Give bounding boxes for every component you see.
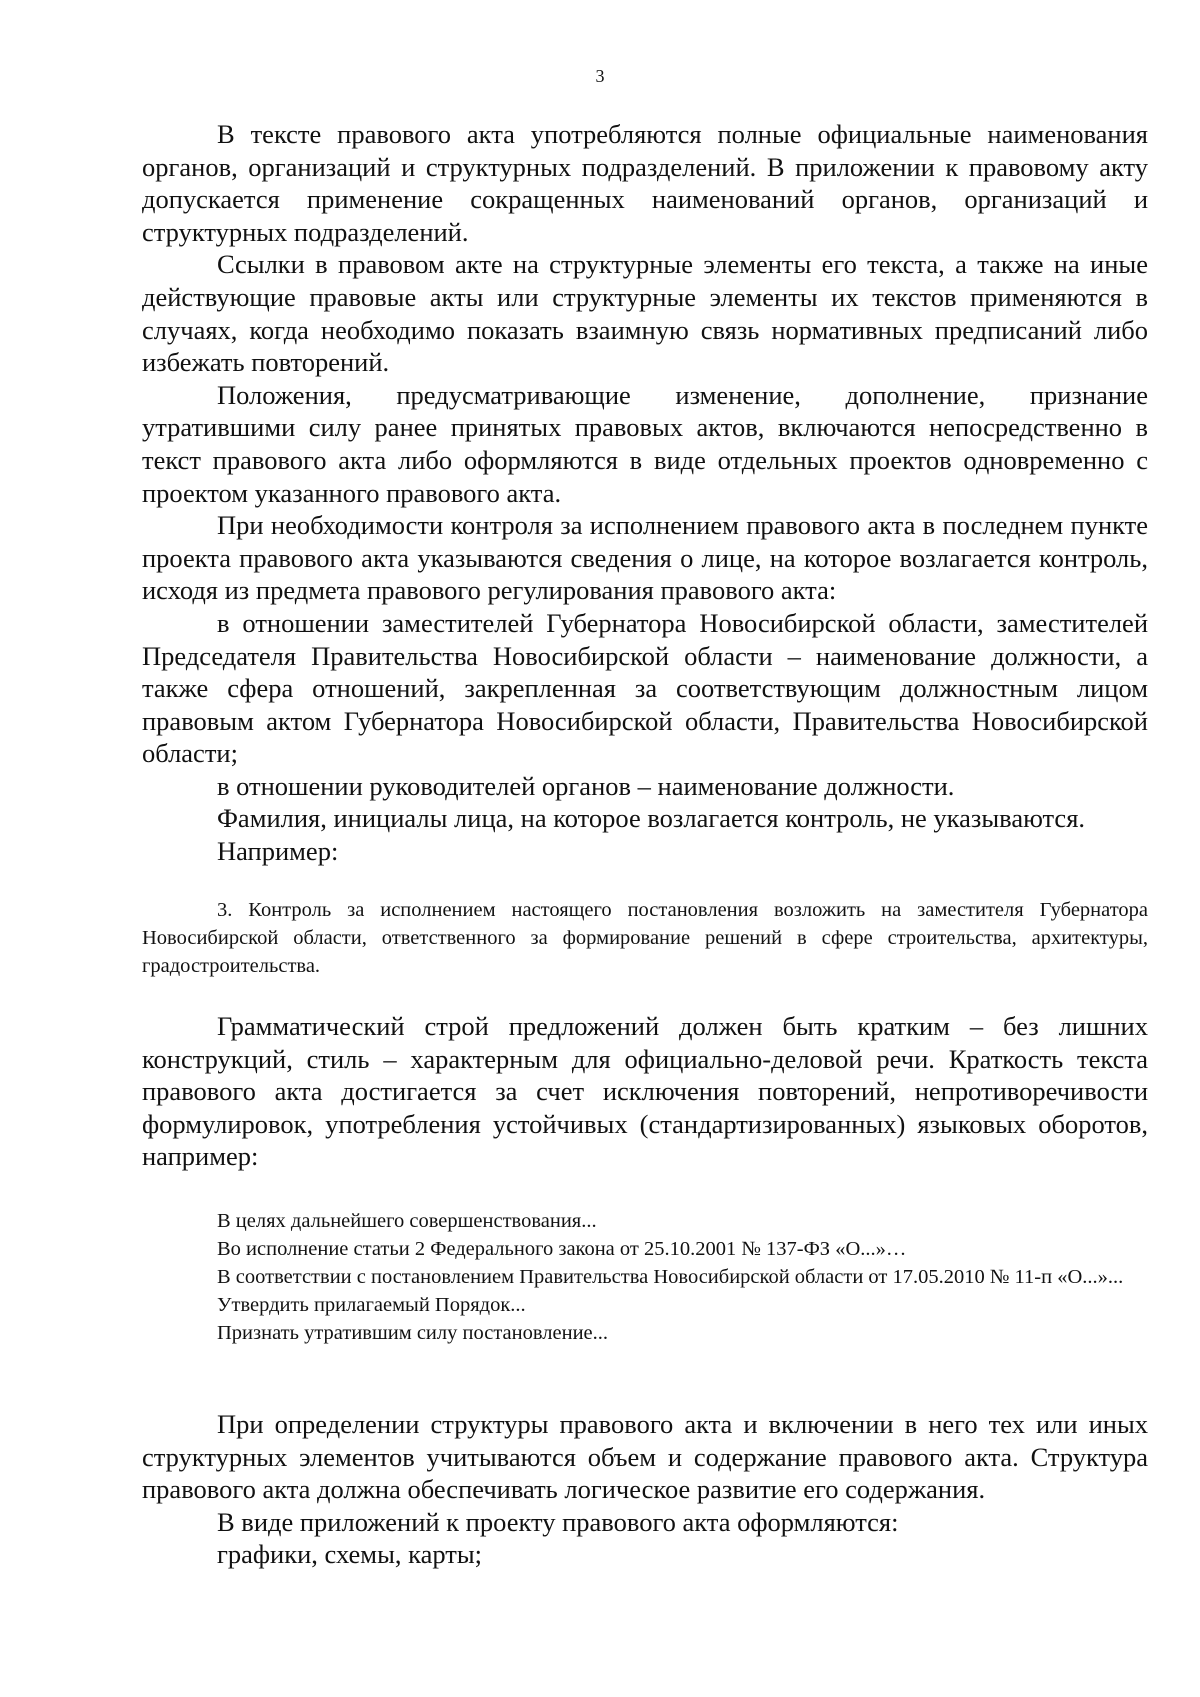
main-text-block <box>142 118 1148 868</box>
example-line: В соответствии с постановлением Правительства Новосибирской области от 17.05.2010 № 11-п «О...»... <box>217 1266 1124 1288</box>
page-number: 3 <box>595 66 605 86</box>
paragraph: Ссылки в правовом акте на структурные элементы его текста, а также на иные действующие правовые акты или структурные элементы их текстов применяются в случаях, когда необходимо показать взаимную связь нормативных предписаний либо избежать повторений. <box>142 249 1148 378</box>
example-line: Во исполнение статьи 2 Федерального закона от 25.10.2001 № 137-ФЗ «О...»… <box>217 1238 907 1260</box>
paragraph: При определении структуры правового акта и включении в него тех или иных структурных элементов учитываются объем и содержание правового акта. Структура правового акта должна обеспечивать логическое развитие его содержания. <box>142 1409 1148 1505</box>
paragraph: В тексте правового акта употребляются полные официальные наименования органов, организаций и структурных подразделений. В приложении к правовому акту допускается применение сокращенных наименований органов, организаций и структурных подразделений. <box>142 119 1148 247</box>
paragraph: в отношении руководителей органов – наименование должности. <box>217 770 955 801</box>
example-line: Признать утратившим силу постановление... <box>217 1322 609 1344</box>
example-line: Утвердить прилагаемый Порядок... <box>217 1294 526 1316</box>
paragraph: Фамилия, инициалы лица, на которое возлагается контроль, не указываются. <box>217 803 1086 834</box>
structure-block <box>142 1408 1148 1571</box>
paragraph: При необходимости контроля за исполнением правового акта в последнем пункте проекта правового акта указываются сведения о лице, на которое возлагается контроль, исходя из предмета правового регулирования правового акта: <box>142 510 1148 606</box>
example-block-1 <box>142 896 1148 980</box>
paragraph: Например: <box>217 836 339 867</box>
paragraph: Положения, предусматривающие изменение, дополнение, признание утратившими силу ранее принятых правовых актов, включаются непосредственно в текст правового акта либо оформляются в виде отдельных проектов одновременно с проектом указанного правового акта. <box>142 379 1148 508</box>
paragraph: Грамматический строй предложений должен быть кратким – без лишних конструкций, стиль – характерным для официально-деловой речи. Краткость текста правового акта достигается за счет исключения повторений, непротиворечивости формулировок, употребления устойчивых (стандартизированных) языковых оборотов, например: <box>142 1011 1148 1172</box>
example-block-2 <box>142 1207 1148 1347</box>
paragraph: в отношении заместителей Губернатора Новосибирской области, заместителей Председателя Правительства Новосибирской области – наименование должности, а также сфера отношений, закрепленная за соответствующим должностным лицом правовым актом Губернатора Новосибирской области, Правительства Новосибирской области; <box>142 607 1148 769</box>
grammar-block <box>142 1010 1148 1173</box>
paragraph: В виде приложений к проекту правового акта оформляются: <box>217 1506 899 1537</box>
example-paragraph: 3. Контроль за исполнением настоящего постановления возложить на заместителя Губернатора Новосибирской области, ответственного за формирование решений в сфере строительства, архитектуры, градостроительства. <box>142 899 1148 977</box>
example-line: В целях дальнейшего совершенствования... <box>217 1210 597 1232</box>
paragraph: графики, схемы, карты; <box>217 1539 483 1570</box>
